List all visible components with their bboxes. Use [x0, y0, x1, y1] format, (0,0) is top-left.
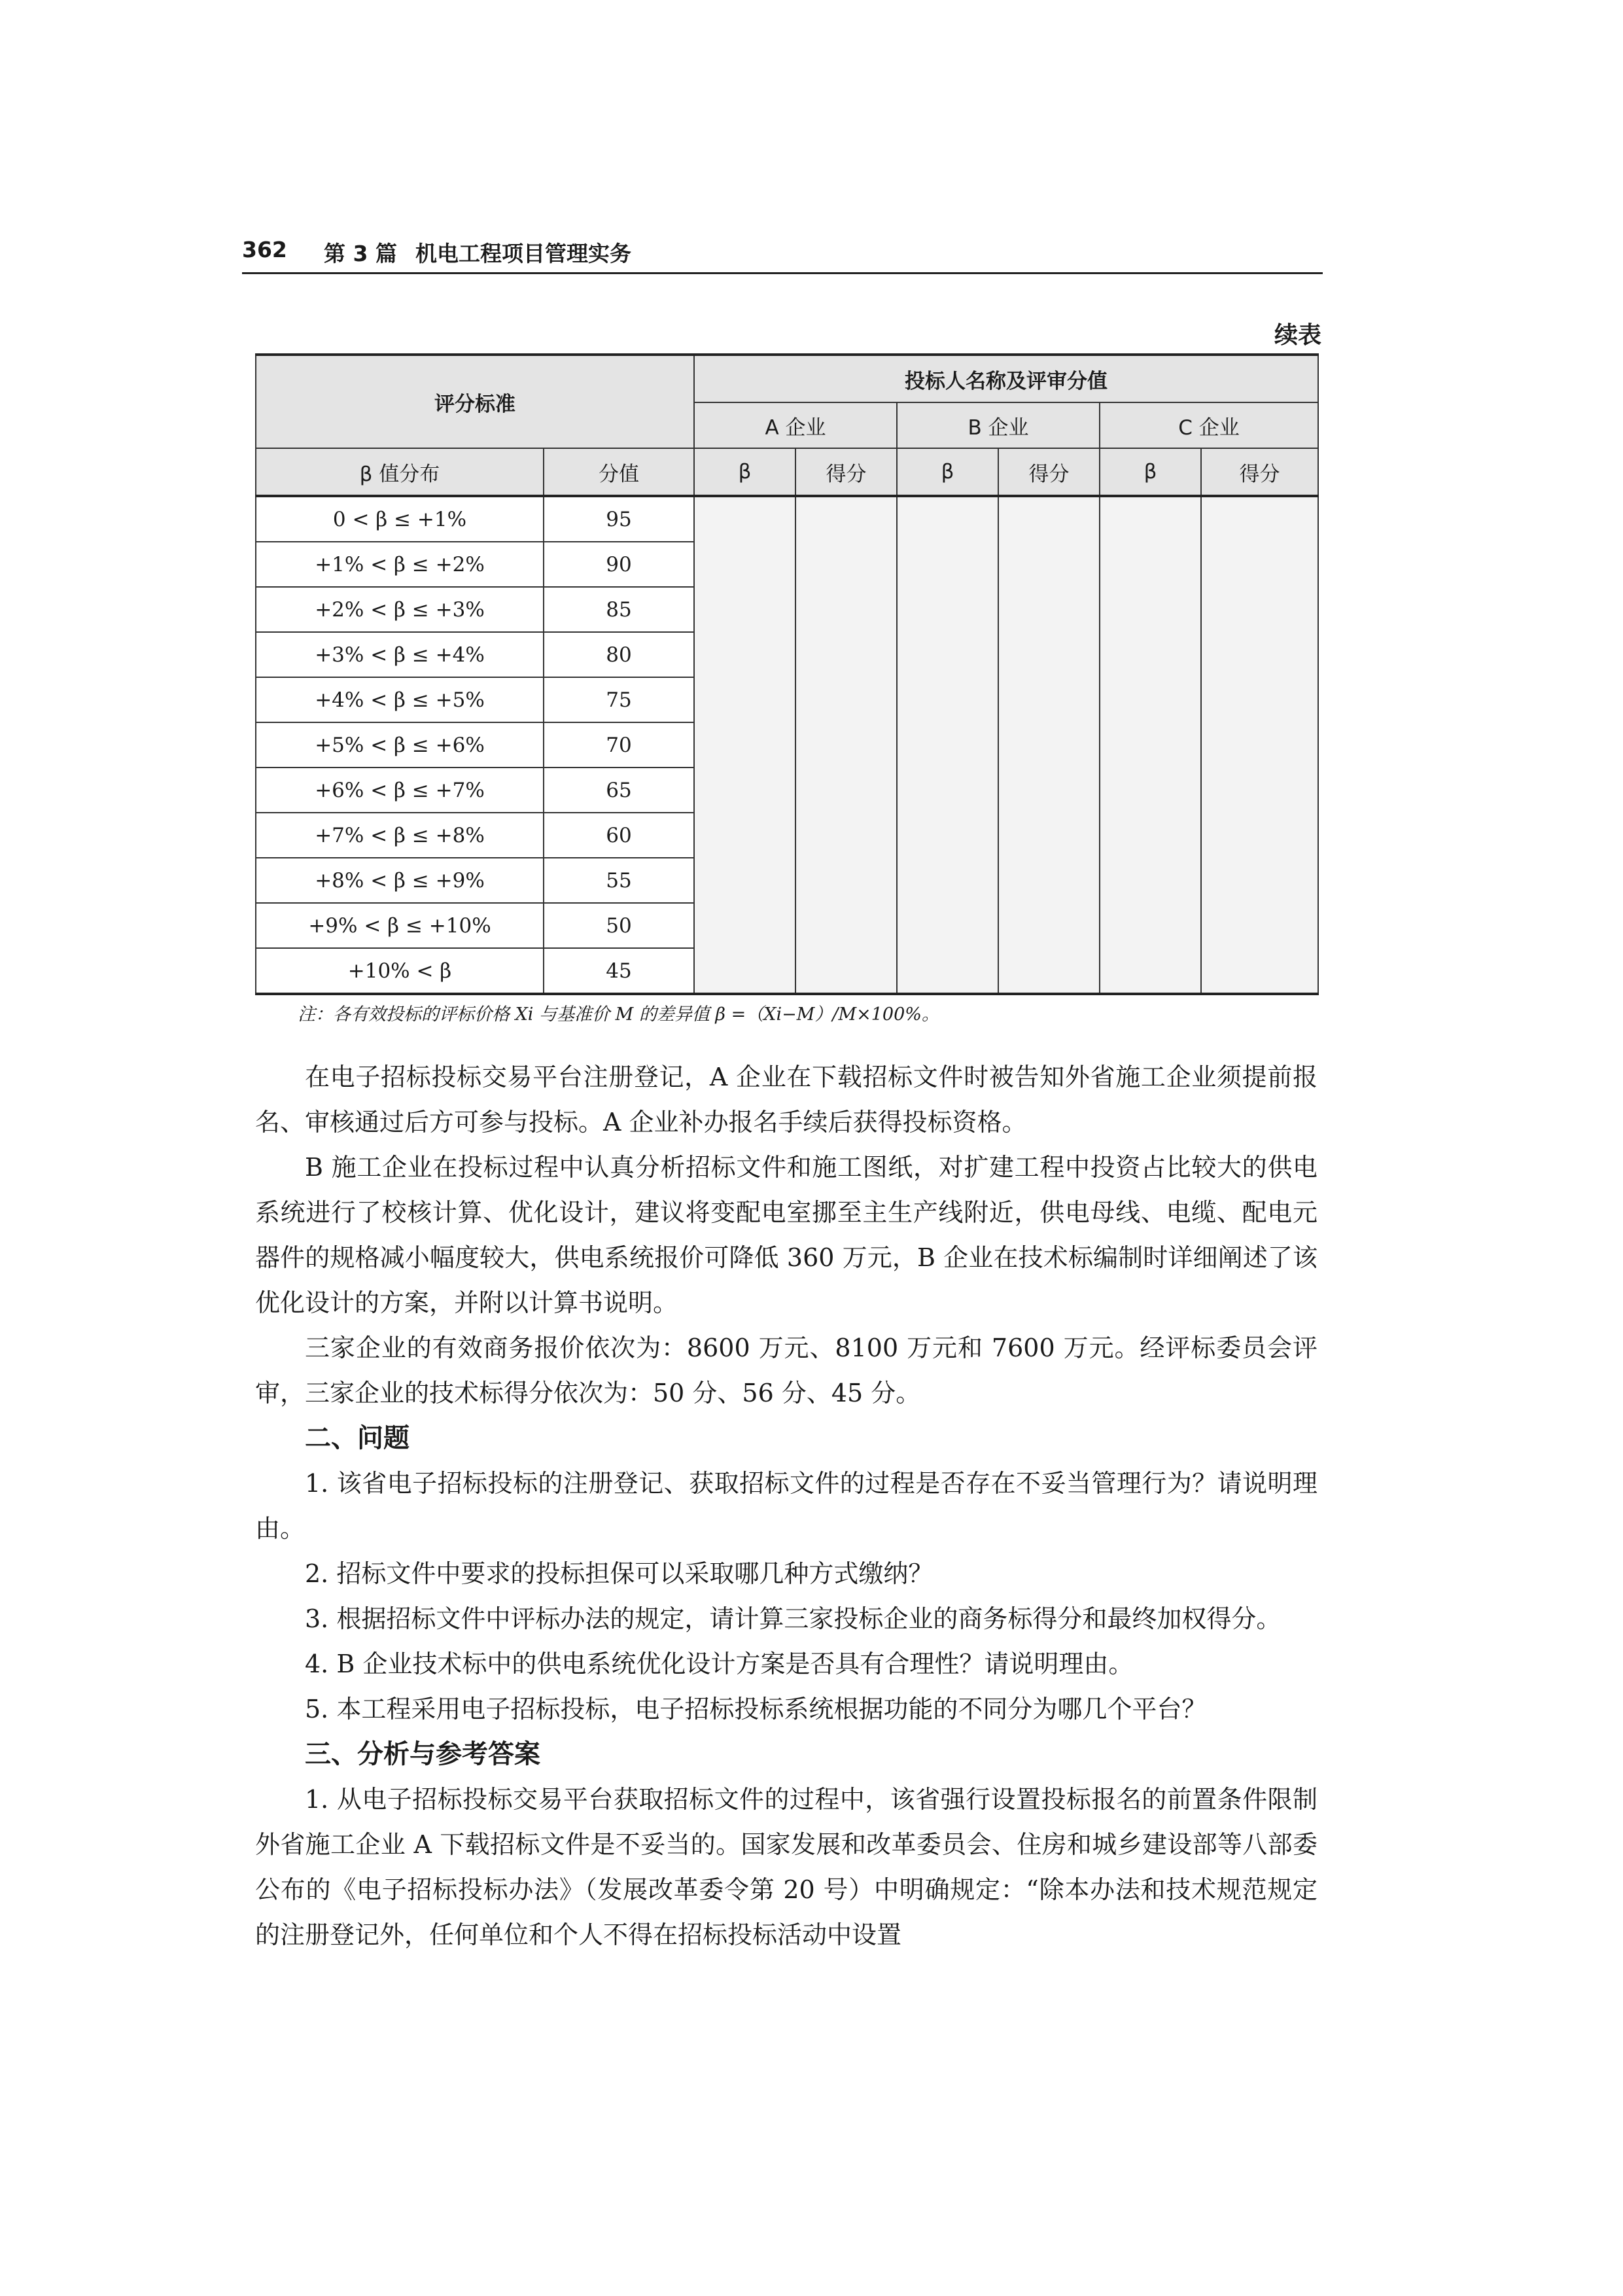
paragraph: B 施工企业在投标过程中认真分析招标文件和施工图纸，对扩建工程中投资占比较大的供电系统进行了校核计算、优化设计，建议将变配电室挪至主生产线附近，供电母线、电缆、配电元器件的规格减小幅度较大，供电系统报价可降低 360 万元，B 企业在技术标编制时详细阐述了该优化设计的方案，并附以计算书说明。: [255, 1153, 1318, 1317]
score-value: 70: [544, 722, 694, 768]
question-2: 2. 招标文件中要求的投标担保可以采取哪几种方式缴纳？: [305, 1559, 934, 1588]
table-row: [256, 496, 1318, 542]
c-beta-cell: [1100, 496, 1201, 994]
beta-range: 0 < β ≤ +1%: [256, 496, 544, 542]
beta-range: +4% < β ≤ +5%: [256, 677, 544, 722]
page-number: 362: [242, 237, 287, 262]
score-value-header: 分值: [544, 448, 694, 496]
score-value: 60: [544, 813, 694, 858]
part-label: 第 3 篇: [324, 241, 397, 266]
scoring-table: [255, 353, 1319, 995]
company-c-header: C 企业: [1100, 402, 1318, 448]
b-beta-cell: [897, 496, 998, 994]
question-1: 1. 该省电子招标投标的注册登记、获取招标文件的过程是否存在不妥当管理行为？请说明理由。: [255, 1469, 1318, 1543]
beta-range: +9% < β ≤ +10%: [256, 903, 544, 948]
score-value: 50: [544, 903, 694, 948]
answer-1: 1. 从电子招标投标交易平台获取招标文件的过程中，该省强行设置投标报名的前置条件限制外省施工企业 A 下载招标文件是不妥当的。国家发展和改革委员会、住房和城乡建设部等八部委公布的《电子招标投标办法》（发展改革委令第 20 号）中明确规定：“除本办法和技术规范规定的注册登记外，任何单位和个人不得在招标投标活动中设置: [255, 1785, 1318, 1949]
beta-distribution-header: β 值分布: [256, 448, 544, 496]
paragraph: 三家企业的有效商务报价依次为：8600 万元、8100 万元和 7600 万元。经评标委员会评审，三家企业的技术标得分依次为：50 分、56 分、45 分。: [255, 1333, 1318, 1407]
company-b-header: B 企业: [897, 402, 1100, 448]
body-text: [255, 1055, 1318, 1958]
b-points-cell: [998, 496, 1100, 994]
beta-range: +6% < β ≤ +7%: [256, 768, 544, 813]
section-heading-answers: 三、分析与参考答案: [305, 1739, 540, 1769]
c-points-header: 得分: [1201, 448, 1318, 496]
question-3: 3. 根据招标文件中评标办法的规定，请计算三家投标企业的商务标得分和最终加权得分。: [305, 1604, 1282, 1633]
question-4: 4. B 企业技术标中的供电系统优化设计方案是否具有合理性？请说明理由。: [305, 1650, 1134, 1678]
score-value: 85: [544, 587, 694, 632]
score-value: 65: [544, 768, 694, 813]
bidders-header: 投标人名称及评审分值: [694, 355, 1318, 402]
score-value: 80: [544, 632, 694, 677]
score-value: 90: [544, 542, 694, 587]
c-points-cell: [1201, 496, 1318, 994]
table-note: 注：各有效投标的评标价格 Xi 与基准价 M 的差异值 β =（Xi−M）/M×100%。: [298, 1004, 939, 1025]
paragraph: 在电子招标投标交易平台注册登记，A 企业在下载招标文件时被告知外省施工企业须提前报名、审核通过后方可参与投标。A 企业补办报名手续后获得投标资格。: [255, 1063, 1318, 1137]
beta-range: +1% < β ≤ +2%: [256, 542, 544, 587]
criteria-header: 评分标准: [256, 355, 694, 448]
score-value: 75: [544, 677, 694, 722]
a-beta-cell: [694, 496, 795, 994]
c-beta-header: β: [1100, 448, 1201, 496]
score-value: 95: [544, 496, 694, 542]
score-value: 55: [544, 858, 694, 903]
beta-range: +10% < β: [256, 948, 544, 994]
section-heading-questions: 二、问题: [305, 1423, 410, 1453]
part-title: 机电工程项目管理实务: [415, 241, 631, 266]
b-points-header: 得分: [998, 448, 1100, 496]
score-value: 45: [544, 948, 694, 994]
a-beta-header: β: [694, 448, 795, 496]
question-5: 5. 本工程采用电子招标投标，电子招标投标系统根据功能的不同分为哪几个平台？: [305, 1695, 1207, 1723]
beta-range: +5% < β ≤ +6%: [256, 722, 544, 768]
a-points-cell: [795, 496, 897, 994]
running-header: [242, 233, 1323, 274]
beta-range: +2% < β ≤ +3%: [256, 587, 544, 632]
continued-table-label: 续表: [1274, 322, 1321, 349]
beta-range: +3% < β ≤ +4%: [256, 632, 544, 677]
beta-range: +7% < β ≤ +8%: [256, 813, 544, 858]
a-points-header: 得分: [795, 448, 897, 496]
beta-range: +8% < β ≤ +9%: [256, 858, 544, 903]
b-beta-header: β: [897, 448, 998, 496]
company-a-header: A 企业: [694, 402, 897, 448]
